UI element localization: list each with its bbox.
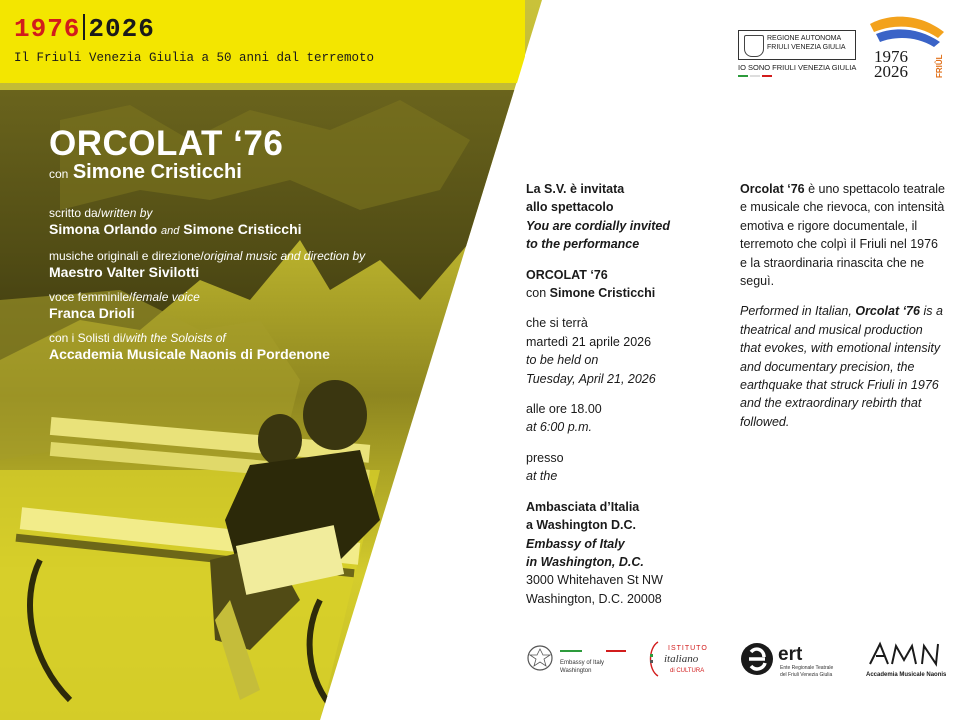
credit-role: [49, 249, 429, 264]
ert-line2: del Friuli Venezia Giulia: [780, 672, 833, 678]
invite-show: [526, 266, 716, 303]
invite-at: [526, 449, 716, 486]
invite-date-en: Tuesday, April 21, 2026: [526, 371, 656, 386]
embassy-logo: [526, 642, 626, 676]
amn-small: Accademia Musicale Naonis: [866, 672, 946, 678]
region-logo: [738, 30, 856, 77]
credit-joiner: and: [161, 225, 180, 237]
invite-show-title: ORCOLAT ‘76: [526, 267, 608, 282]
description-en-text: is a theatrical and musical production that evokes, with emotional intensity and documentary precision, the earthquake that struck Friuli in 1976 and the extraordinary rebirth that followed.: [740, 304, 943, 429]
credit-name: Simona Orlando: [49, 221, 158, 237]
invite-it-line2: allo spettacolo: [526, 200, 614, 215]
ert-line1: Ente Regionale Teatrale: [780, 665, 834, 671]
description-en-prefix: Performed in Italian,: [740, 304, 856, 319]
invite-show-star: Simone Cristicchi: [549, 286, 656, 301]
description-it: [740, 180, 945, 290]
banner-year-end: 2026: [88, 14, 155, 44]
invite-time: [526, 400, 716, 437]
show-star: Simone Cristicchi: [72, 161, 242, 183]
credit-role-en: written by: [101, 206, 153, 220]
banner-years: [14, 14, 155, 44]
credit-names: Franca Drioli: [49, 305, 135, 321]
banner-year-start: 1976: [14, 14, 81, 44]
invite-at-en: at the: [526, 469, 558, 484]
invitation-column: [526, 180, 716, 620]
credit-names: Accademia Musicale Naonis di Pordenone: [49, 346, 330, 362]
iic-logo: [646, 638, 726, 680]
invite-venue: [526, 498, 716, 608]
credit-names: [49, 221, 429, 240]
embassy-line1: Embassy of Italy: [560, 660, 605, 666]
anniv-side: FRIÛL: [935, 54, 944, 78]
venue-address-2: Washington, D.C. 20008: [526, 591, 662, 606]
invite-at-it: presso: [526, 450, 564, 465]
invite-show-con: con: [526, 286, 550, 301]
italian-flag-icon: [738, 75, 856, 77]
anniv-top: 1976: [874, 47, 908, 66]
invite-time-it: alle ore 18.00: [526, 402, 602, 417]
description-it-title: Orcolat ‘76: [740, 182, 805, 196]
region-line2: FRIULI VENEZIA GIULIA: [767, 44, 846, 51]
amn-big: AMN: [862, 638, 865, 639]
credit-role-it: scritto da/: [49, 206, 102, 220]
credit-role-en: female voice: [132, 290, 200, 304]
region-logo-box: [738, 30, 856, 60]
venue-en-2: in Washington, D.C.: [526, 554, 644, 569]
invite-it-line1: La S.V. è invitata: [526, 182, 625, 196]
iic-line3: di CULTURA: [670, 668, 705, 674]
credit-role: [49, 206, 429, 221]
io-sono-label: IO SONO FRIULI VENEZIA GIULIA: [738, 63, 857, 72]
venue-it-1: Ambasciata d’Italia: [526, 499, 640, 514]
invite-intro: [526, 180, 716, 254]
embassy-line2: Washington: [560, 668, 592, 674]
description-en: [740, 302, 945, 431]
description-it-text: è uno spettacolo teatrale e musicale che rievoca, con intensità emotiva e rigore documentale, il terremoto che colpì il Friuli nel 1976 e la straordinaria rinascita che ne seguì.: [740, 182, 945, 289]
credit-role-en: with the Soloists of: [125, 331, 226, 345]
banner-subtitle: Il Friuli Venezia Giulia a 50 anni dal terremoto: [14, 51, 375, 65]
partner-logos: [526, 636, 946, 684]
credits-block: [49, 206, 429, 372]
credit-name: Simone Cristicchi: [183, 221, 302, 237]
anniversary-logo: [868, 14, 948, 80]
amn-logo: [862, 638, 946, 680]
credit-role: [49, 290, 429, 305]
iic-line2: italiano: [664, 653, 699, 665]
credit-role-it: musiche originali e direzione/: [49, 249, 204, 263]
venue-en-1: Embassy of Italy: [526, 536, 625, 551]
anniv-bottom: 2026: [874, 62, 908, 80]
region-line1: REGIONE AUTONOMA: [767, 35, 842, 42]
credit-role: [49, 331, 429, 346]
invite-en-line1: You are cordially invited: [526, 218, 671, 233]
invite-held-it: che si terrà: [526, 316, 588, 331]
credit-names: Maestro Valter Sivilotti: [49, 264, 200, 280]
credit-role-en: original music and direction by: [203, 249, 366, 263]
venue-it-2: a Washington D.C.: [526, 518, 636, 533]
show-title: ORCOLAT ‘76: [49, 124, 284, 163]
invite-date: [526, 314, 716, 388]
invite-date-it: martedì 21 aprile 2026: [526, 334, 652, 349]
show-con: con: [49, 167, 69, 181]
invite-en-line2: to the performance: [526, 237, 640, 252]
region-crest-icon: [744, 35, 764, 57]
iic-line1: ISTITUTO: [668, 645, 708, 652]
credit-role-it: con i Solisti di/: [49, 331, 126, 345]
credit-role-it: voce femminile/: [49, 290, 133, 304]
invite-time-en: at 6:00 p.m.: [526, 420, 593, 435]
description-column: [740, 180, 945, 443]
invite-held-en: to be held on: [526, 353, 599, 368]
banner-divider: [83, 14, 85, 40]
description-en-title: Orcolat ‘76: [855, 304, 920, 319]
ert-big: ert: [778, 644, 803, 665]
ert-logo: [740, 638, 840, 680]
show-star-line: [49, 161, 242, 184]
venue-address-1: 3000 Whitehaven St NW: [526, 573, 663, 588]
